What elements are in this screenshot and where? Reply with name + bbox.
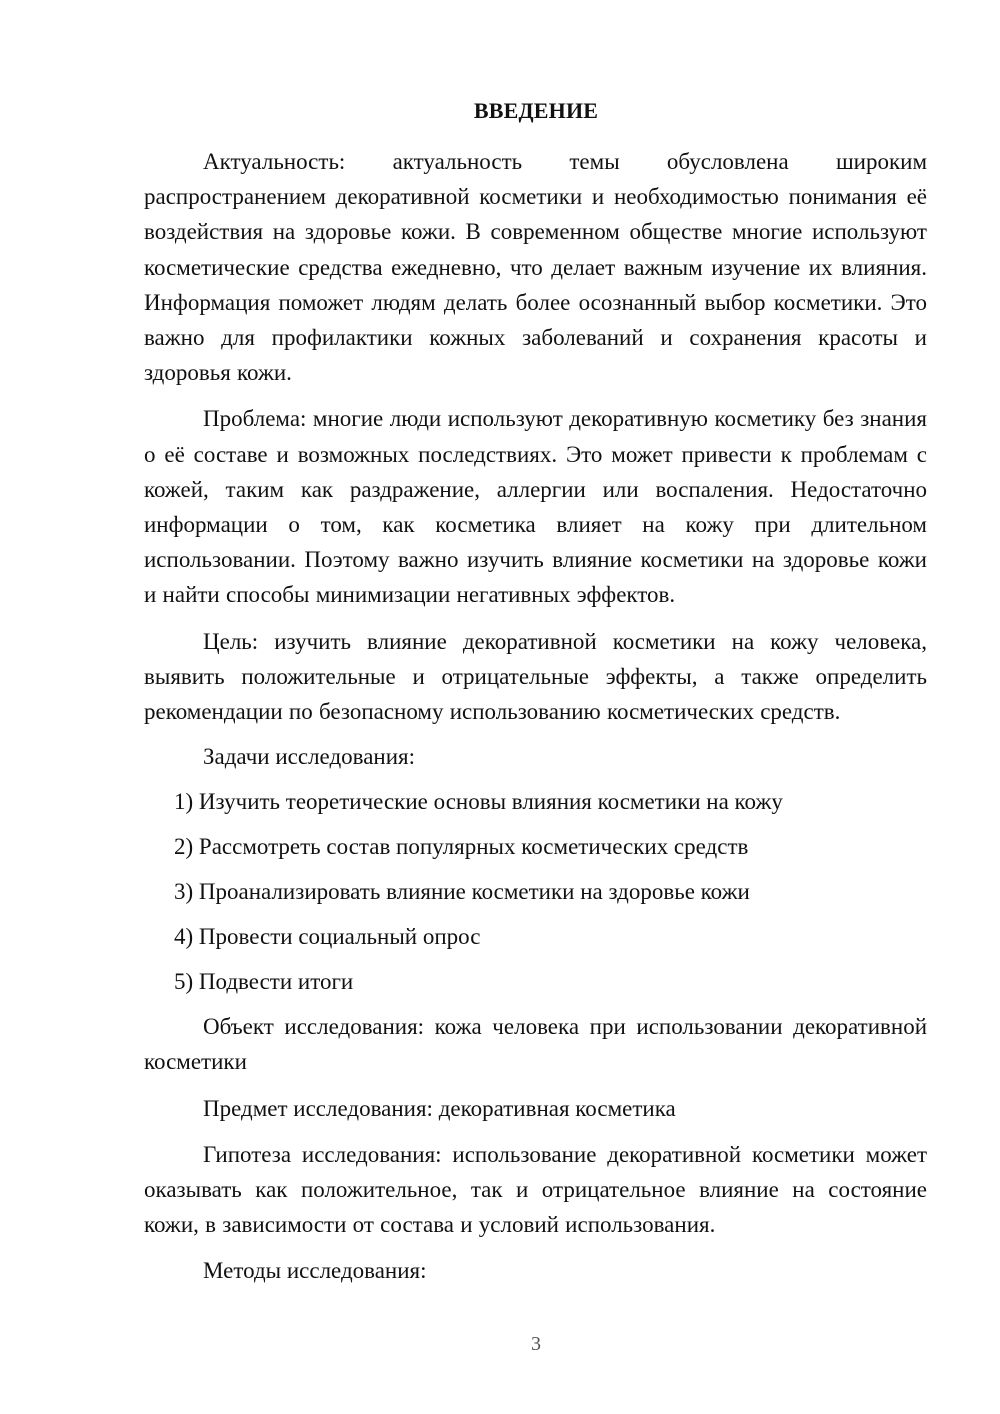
goal-paragraph: Цель: изучить влияние декоративной косметики на кожу человека, выявить положительные и отрицательные эффекты, а также определить рекомендации по безопасному использованию косметических средств. [144,628,927,725]
task-list-item: 1) Изучить теоретические основы влияния косметики на кожу [174,789,783,815]
task-list-item: 3) Проанализировать влияние косметики на здоровье кожи [174,879,750,905]
relevance-paragraph: Актуальность: актуальность темы обусловлена широким распространением декоративной косметики и необходимостью понимания её воздействия на здоровье кожи. В современном обществе многие используют косметические средства ежедневно, что делает важным изучение их влияния. Информация поможет людям делать более осознанный выбор косметики. Это важно для профилактики кожных заболеваний и сохранения красоты и здоровья кожи. [144,149,927,386]
page-title: ВВЕДЕНИЕ [473,98,599,123]
hypothesis-paragraph: Гипотеза исследования: использование декоративной косметики может оказывать как положительное, так и отрицательное влияние на состояние кожи, в зависимости от состава и условий использования. [144,1141,927,1238]
problem-paragraph: Проблема: многие люди используют декоративную косметику без знания о её составе и возможных последствиях. Это может привести к проблемам с кожей, таким как раздражение, аллергии или воспаления. Недостаточно информации о том, как косметика влияет на кожу при длительном использовании. Поэтому важно изучить влияние косметики на здоровье кожи и найти способы минимизации негативных эффектов. [144,406,927,608]
tasks-heading: Задачи исследования: [203,744,416,770]
methods-heading: Методы исследования: [203,1258,427,1284]
subject-paragraph: Предмет исследования: декоративная косметика [203,1095,676,1121]
task-list-item: 4) Провести социальный опрос [174,924,481,950]
task-list-item: 2) Рассмотреть состав популярных косметических средств [174,834,749,860]
page-number: 3 [531,1333,541,1355]
document-body [144,144,927,1288]
object-paragraph: Объект исследования: кожа человека при использовании декоративной косметики [144,1014,927,1075]
task-list-item: 5) Подвести итоги [174,969,354,995]
